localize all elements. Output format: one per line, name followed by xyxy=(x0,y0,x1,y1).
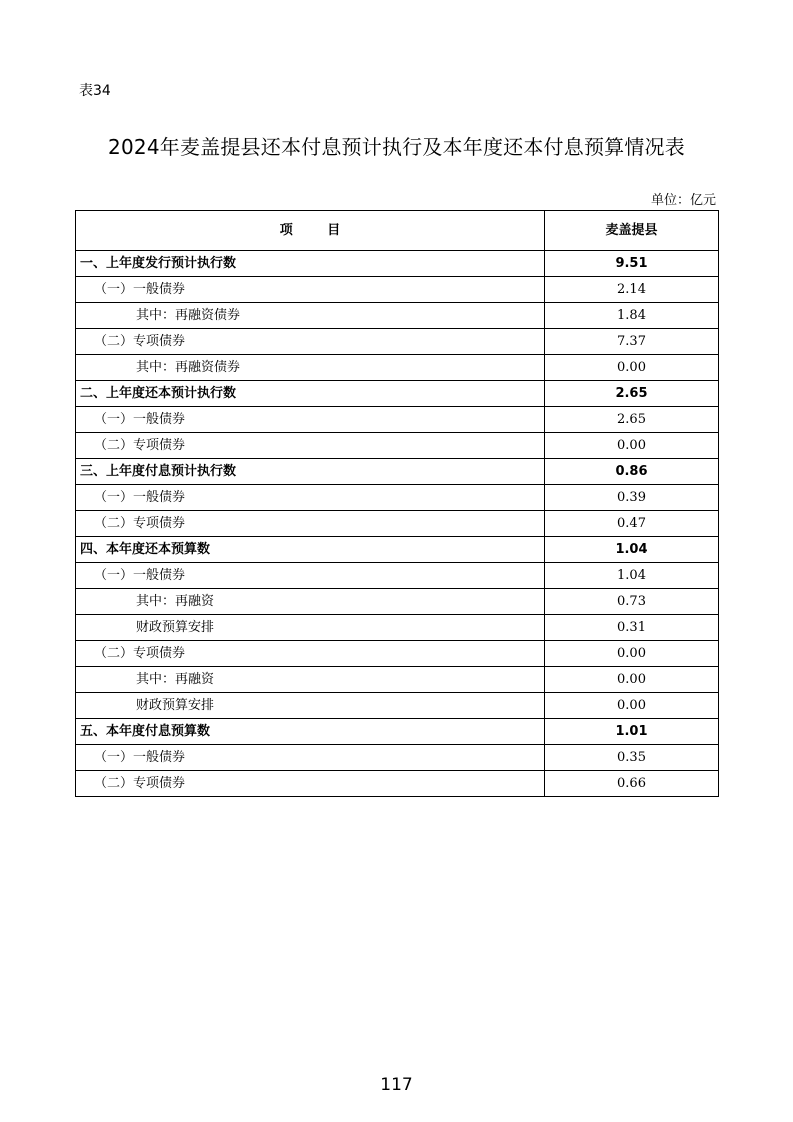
table-row xyxy=(76,355,719,381)
row-value: 0.73 xyxy=(545,589,719,615)
row-item-label: 财政预算安排 xyxy=(76,693,545,719)
row-value: 0.86 xyxy=(545,459,719,485)
header-item xyxy=(76,211,545,251)
table-row xyxy=(76,329,719,355)
table-row xyxy=(76,303,719,329)
document-title: 2024年麦盖提县还本付息预计执行及本年度还本付息预算情况表 xyxy=(108,135,685,159)
row-item-label: （二）专项债券 xyxy=(76,771,545,797)
row-value: 0.39 xyxy=(545,485,719,511)
row-item-label: 其中：再融资债券 xyxy=(76,303,545,329)
row-value: 0.00 xyxy=(545,355,719,381)
row-item-label: 其中：再融资债券 xyxy=(76,355,545,381)
row-item-label: 五、本年度付息预算数 xyxy=(76,719,545,745)
row-value: 7.37 xyxy=(545,329,719,355)
debt-budget-table xyxy=(75,210,719,797)
row-item-label: 三、上年度付息预计执行数 xyxy=(76,459,545,485)
row-value: 0.35 xyxy=(545,745,719,771)
row-value: 1.04 xyxy=(545,537,719,563)
table-row xyxy=(76,511,719,537)
header-value: 麦盖提县 xyxy=(545,211,719,251)
row-item-label: 财政预算安排 xyxy=(76,615,545,641)
page-number: 117 xyxy=(380,1075,413,1095)
table-row xyxy=(76,589,719,615)
table-row xyxy=(76,563,719,589)
table-number-label: 表34 xyxy=(79,83,111,99)
table-row xyxy=(76,745,719,771)
row-value: 0.00 xyxy=(545,433,719,459)
row-value: 2.65 xyxy=(545,381,719,407)
row-value: 0.00 xyxy=(545,641,719,667)
row-item-label: （一）一般债券 xyxy=(76,277,545,303)
table-row xyxy=(76,771,719,797)
row-value: 2.14 xyxy=(545,277,719,303)
table-row xyxy=(76,459,719,485)
table-row xyxy=(76,433,719,459)
table-row xyxy=(76,537,719,563)
row-item-label: （二）专项债券 xyxy=(76,641,545,667)
row-item-label: （一）一般债券 xyxy=(76,563,545,589)
row-item-label: （二）专项债券 xyxy=(76,433,545,459)
row-value: 1.04 xyxy=(545,563,719,589)
row-value: 1.01 xyxy=(545,719,719,745)
row-item-label: （一）一般债券 xyxy=(76,485,545,511)
row-item-label: 其中：再融资 xyxy=(76,589,545,615)
row-value: 0.66 xyxy=(545,771,719,797)
table-body xyxy=(76,251,719,797)
row-value: 0.31 xyxy=(545,615,719,641)
table-row xyxy=(76,485,719,511)
row-item-label: 二、上年度还本预计执行数 xyxy=(76,381,545,407)
row-value: 0.47 xyxy=(545,511,719,537)
row-item-label: 其中：再融资 xyxy=(76,667,545,693)
row-value: 0.00 xyxy=(545,693,719,719)
unit-label: 单位：亿元 xyxy=(650,193,716,208)
table-row xyxy=(76,381,719,407)
row-item-label: （二）专项债券 xyxy=(76,329,545,355)
table-header-row xyxy=(76,211,719,251)
row-value: 1.84 xyxy=(545,303,719,329)
row-item-label: （一）一般债券 xyxy=(76,745,545,771)
row-item-label: 四、本年度还本预算数 xyxy=(76,537,545,563)
table-row xyxy=(76,693,719,719)
table-row xyxy=(76,251,719,277)
header-item-label: 项 目 xyxy=(279,222,341,238)
row-item-label: （二）专项债券 xyxy=(76,511,545,537)
row-item-label: 一、上年度发行预计执行数 xyxy=(76,251,545,277)
row-value: 0.00 xyxy=(545,667,719,693)
table-row xyxy=(76,277,719,303)
row-value: 9.51 xyxy=(545,251,719,277)
table-row xyxy=(76,407,719,433)
row-value: 2.65 xyxy=(545,407,719,433)
table-row xyxy=(76,615,719,641)
row-item-label: （一）一般债券 xyxy=(76,407,545,433)
table-row xyxy=(76,641,719,667)
table-row xyxy=(76,719,719,745)
table-row xyxy=(76,667,719,693)
